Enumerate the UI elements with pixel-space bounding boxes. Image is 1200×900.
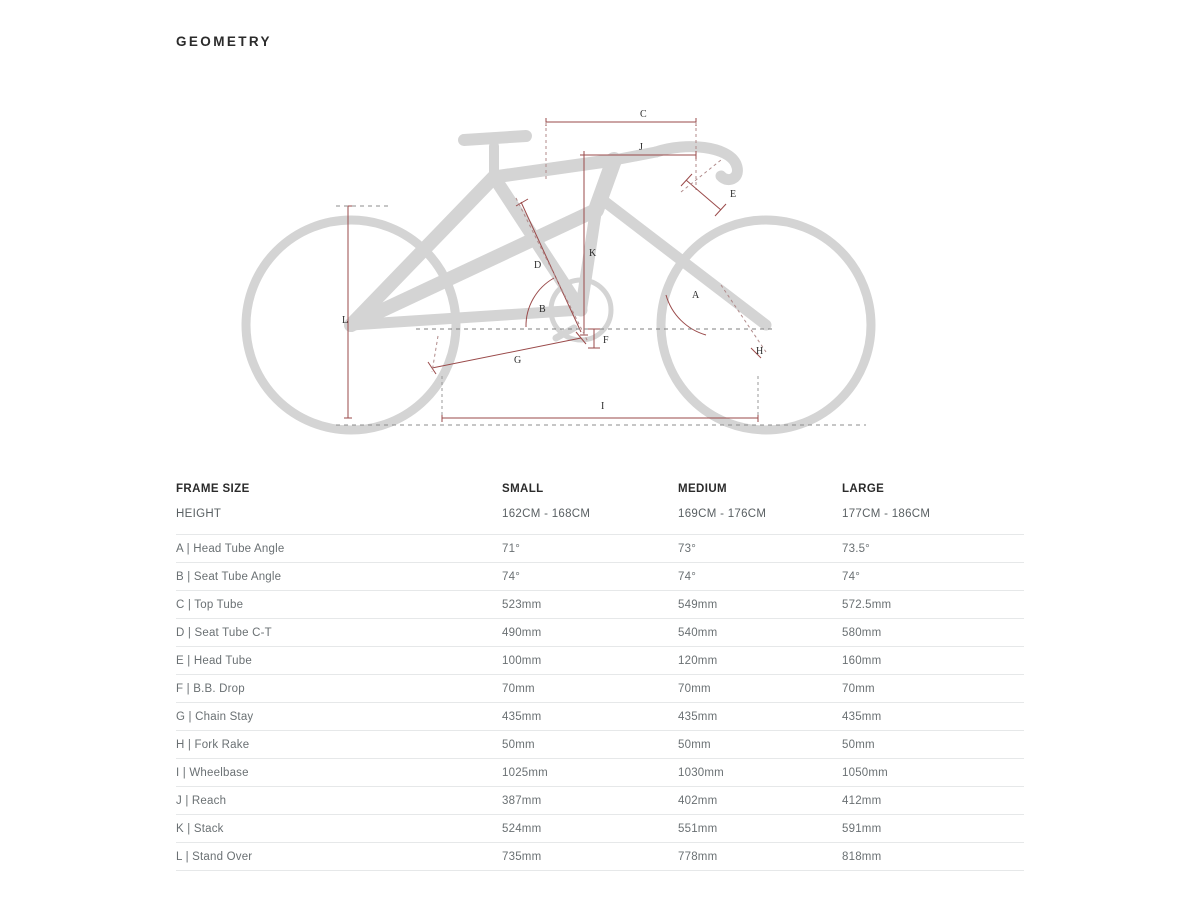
table-row: [176, 815, 1024, 843]
row-value-small: 435mm: [502, 703, 678, 731]
row-value-small: 70mm: [502, 675, 678, 703]
callout-e: E: [730, 189, 737, 200]
table-row: [176, 619, 1024, 647]
table-row: [176, 563, 1024, 591]
row-value-large: 74°: [842, 563, 1024, 591]
row-value-small: 524mm: [502, 815, 678, 843]
row-value-large: 580mm: [842, 619, 1024, 647]
measure-line-e: [686, 180, 721, 210]
table-head: [176, 478, 1024, 535]
table-row: [176, 535, 1024, 563]
row-value-medium: 50mm: [678, 731, 842, 759]
row-value-large: 572.5mm: [842, 591, 1024, 619]
table-row: [176, 591, 1024, 619]
height-medium: 169CM - 176CM: [678, 508, 767, 520]
table-row: [176, 759, 1024, 787]
height-label: HEIGHT: [176, 508, 222, 520]
callout-i: I: [601, 401, 605, 412]
callout-b: B: [539, 304, 546, 315]
row-value-medium: 1030mm: [678, 759, 842, 787]
row-value-medium: 120mm: [678, 647, 842, 675]
geometry-table: [176, 478, 1024, 871]
row-value-small: 387mm: [502, 787, 678, 815]
row-value-large: 591mm: [842, 815, 1024, 843]
callout-j: J: [639, 142, 643, 153]
row-value-large: 435mm: [842, 703, 1024, 731]
table-height-row: [176, 502, 1024, 535]
row-label: I | Wheelbase: [176, 759, 502, 787]
row-value-small: 735mm: [502, 843, 678, 871]
callout-d: D: [534, 260, 542, 271]
row-value-medium: 778mm: [678, 843, 842, 871]
row-label: E | Head Tube: [176, 647, 502, 675]
callout-h: H: [756, 346, 764, 357]
row-value-medium: 70mm: [678, 675, 842, 703]
row-value-large: 160mm: [842, 647, 1024, 675]
table-row: [176, 675, 1024, 703]
geometry-diagram: [176, 80, 1024, 460]
row-value-large: 412mm: [842, 787, 1024, 815]
table-row: [176, 647, 1024, 675]
callout-a: A: [692, 290, 700, 301]
page-title: GEOMETRY: [176, 34, 272, 49]
row-value-small: 71°: [502, 535, 678, 563]
row-label: F | B.B. Drop: [176, 675, 502, 703]
row-label: B | Seat Tube Angle: [176, 563, 502, 591]
row-value-medium: 402mm: [678, 787, 842, 815]
height-large: 177CM - 186CM: [842, 508, 931, 520]
row-value-large: 818mm: [842, 843, 1024, 871]
row-value-medium: 551mm: [678, 815, 842, 843]
callout-g: G: [514, 355, 522, 366]
column-header-frame-size: FRAME SIZE: [176, 483, 250, 495]
row-value-medium: 73°: [678, 535, 842, 563]
row-value-small: 50mm: [502, 731, 678, 759]
row-value-medium: 540mm: [678, 619, 842, 647]
row-value-large: 1050mm: [842, 759, 1024, 787]
table-row: [176, 703, 1024, 731]
table-row: [176, 731, 1024, 759]
row-value-small: 100mm: [502, 647, 678, 675]
row-value-medium: 435mm: [678, 703, 842, 731]
row-value-large: 70mm: [842, 675, 1024, 703]
row-value-small: 74°: [502, 563, 678, 591]
row-value-medium: 74°: [678, 563, 842, 591]
row-label: G | Chain Stay: [176, 703, 502, 731]
column-header-large: LARGE: [842, 483, 885, 495]
callout-f: F: [603, 335, 609, 346]
row-value-small: 490mm: [502, 619, 678, 647]
row-value-small: 523mm: [502, 591, 678, 619]
table-body: [176, 535, 1024, 871]
row-label: J | Reach: [176, 787, 502, 815]
row-label: D | Seat Tube C-T: [176, 619, 502, 647]
row-value-small: 1025mm: [502, 759, 678, 787]
callout-c: C: [640, 109, 647, 120]
row-label: C | Top Tube: [176, 591, 502, 619]
row-label: A | Head Tube Angle: [176, 535, 502, 563]
callout-k: K: [589, 248, 597, 259]
table-row: [176, 843, 1024, 871]
geometry-table-wrap: [176, 478, 1024, 871]
height-small: 162CM - 168CM: [502, 508, 591, 520]
column-header-medium: MEDIUM: [678, 483, 728, 495]
row-value-large: 50mm: [842, 731, 1024, 759]
column-header-small: SMALL: [502, 483, 544, 495]
row-label: L | Stand Over: [176, 843, 502, 871]
table-row: [176, 787, 1024, 815]
table-header-row: [176, 478, 1024, 502]
row-value-medium: 549mm: [678, 591, 842, 619]
row-value-large: 73.5°: [842, 535, 1024, 563]
callout-l: L: [342, 315, 349, 326]
row-label: K | Stack: [176, 815, 502, 843]
row-label: H | Fork Rake: [176, 731, 502, 759]
